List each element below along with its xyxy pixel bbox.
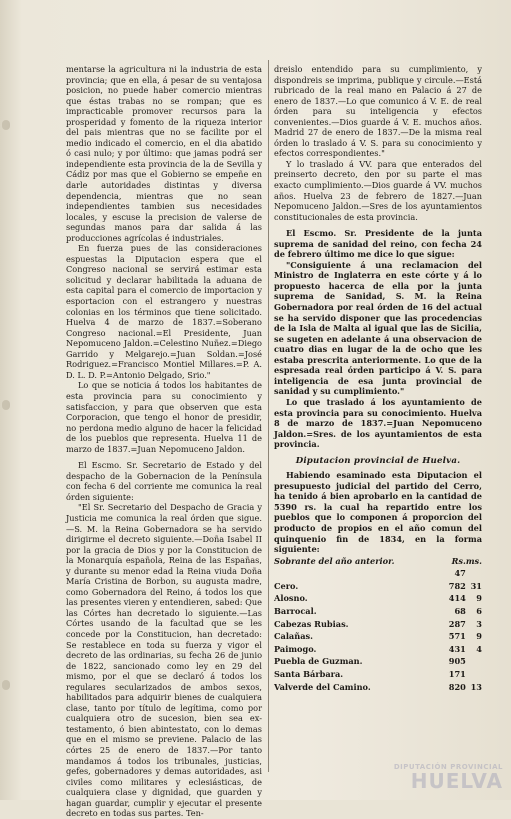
table-cell-rs: 571 (448, 631, 466, 642)
budget-table (274, 555, 482, 694)
table-cell-rs: 47 (454, 568, 466, 579)
binding-hole (2, 120, 10, 130)
table-cell-ms: 13 (470, 681, 482, 692)
table-cell-rs: 905 (448, 656, 466, 667)
paragraph: El Escmo. Sr. Secretario de Estado y del despacho de la Gobernacion de la Península con fecha 6 del corriente me comunica la real órden siguiente: (66, 460, 262, 502)
table-header-row (274, 555, 482, 568)
table-cell-place: Puebla de Guzman. (274, 656, 363, 667)
watermark-main: HUELVA (410, 769, 503, 793)
table-cell-place: Valverde del Camino. (274, 681, 371, 692)
table-cell-place: Paimogo. (274, 643, 317, 654)
table-cell-rs: 782 (448, 580, 466, 591)
section-heading: Diputacion provincial de Huelva. (295, 455, 461, 466)
paragraph: Lo que se noticia á todos los habitantes de esta provincia para su conocimiento y satisfaccion, y para que observen que esta Corporacion, que tengo el honor de presidir, no perdona medio alguno de hacer la felicidad de los pueblos que representa. Huelva 11 de marzo de 1837.=Juan Nepomuceno Jaldon. (66, 380, 262, 454)
table-cell-ms: 4 (476, 643, 482, 654)
table-cell-place: Cabezas Rubias. (274, 618, 349, 629)
binding-hole (2, 680, 10, 690)
table-cell-ms (466, 655, 482, 668)
archive-watermark (393, 763, 503, 793)
table-cell-place: Santa Bárbara. (274, 668, 344, 679)
table-cell-rs: 171 (448, 668, 466, 679)
paragraph: Lo que traslado á los ayuntamiento de esta provincia para su conocimiento. Huelva 8 de marzo de 1837.=Juan Nepomuceno Jaldon.=Sres. de los ayuntamientos de esta provincia. (274, 396, 482, 450)
table-row (274, 668, 482, 681)
table-cell-place: Alosno. (274, 593, 308, 604)
table-cell-rs: 287 (448, 618, 466, 629)
table-row (274, 580, 482, 593)
table-cell-rs: 68 (454, 605, 466, 616)
column-divider (268, 60, 269, 772)
table-cell-ms: 31 (470, 580, 482, 591)
paragraph: El Escmo. Sr. Presidente de la junta suprema de sanidad del reino, con fecha 24 de febrero último me dice lo que sigue: (274, 228, 482, 260)
table-cell-rs: 431 (448, 643, 466, 654)
table-cell-place: Barrocal. (274, 605, 317, 616)
right-column (274, 64, 482, 693)
table-row (274, 681, 482, 694)
table-cell-ms: 9 (476, 593, 482, 604)
watermark-top: DIPUTACIÓN PROVINCIAL (393, 763, 503, 771)
paragraph: dreislo entendido para su cumplimiento, y dispondreis se imprima, publique y circule.—Está rubricado de la real mano en Palacio á 27 de enero de 1837.—Lo que comunico á V. E. de real órden para su inteligencia y efectos convenientes.—Dios guarde á V. E. muchos años. Madrid 27 de enero de 1837.—De la misma real órden lo traslado á V. S. para su conocimiento y efectos correspondientes." (274, 64, 482, 159)
paragraph: "El Sr. Secretario del Despacho de Gracia y Justicia me comunica la real órden que sigue.—S. M. la Reina Gobernadora se ha servido dirigirme el decreto siguiente.—Doña Isabel II por la gracia de Dios y por la Constitucion de la Monarquía española, Reina de las Españas, y durante su menor edad la Reina viuda Doña María Cristina de Borbon, su augusta madre, como Gobernadora del Reino, á todos los que las presentes vieren y entendieren, sabed: Que las Córtes han decretado lo siguiente.—Las Córtes usando de la facultad que se les concede por la Constitucion, han decretado: Se restablece en toda su fuerza y vigor el decreto de las ordinarias, su fecha 26 de junio de 1822, sancionado como ley en 29 del mismo, por el que se declaró á todos los regulares secularizados de ambos sexos, habilitados para adquirir bienes de cualquiera clase, tanto por título de legítima, como por cualquiera otro de sucesion, bien sea ex-testamento, ó bien abintestato, con lo demas que en el mismo se previene. Palacio de las córtes 25 de enero de 1837.—Por tanto mandamos á todos los tribunales, justicias, gefes, gobernadores y demas autoridades, asi civiles como militares y eclesiásticas, de cualquiera clase y dignidad, que guarden y hagan guardar, cumplir y ejecutar el presente decreto en todas sus partes. Ten- (66, 502, 262, 819)
paragraph: mentarse la agricultura ni la industria de esta provincia; que en ella, á pesar de su ventajosa posicion, no puede haber comercio mientras que éstas trabas no se rompan; que es impracticable promover recursos para la prosperidad y fomento de la riqueza interior del pais mientras que no se facilite por el medio indicado el comercio, en el dia abatido ó casi nulo; y por último: que jamas podrá ser independiente esta provincia de la de Sevilla y Cádiz por mas que el Gobierno se empeñe en darle autoridades distintas y diversa dependencia, mientras que no sean independientes tambien sus necesidades locales, y escuse la precision de valerse de segundas manos para dar salida á las producciones agrícolas é industriales. (66, 64, 262, 243)
table-row (274, 643, 482, 656)
table-row (274, 592, 482, 605)
table-cell-place: Cero. (274, 580, 299, 591)
table-header-ms: ms. (465, 555, 482, 566)
paragraph: Habiendo esaminado esta Diputacion el presupuesto judicial del partido del Cerro, ha tenido á bien aprobarlo en la cantidad de 5390 rs. la cual ha repartido entre los pueblos que lo componen á proporcion del producto de propios en el año comun del quinquenio fin de 1834, en la forma siguiente: (274, 470, 482, 555)
table-cell-ms: 9 (476, 631, 482, 642)
left-column (66, 64, 262, 819)
table-row (274, 655, 482, 668)
table-row (274, 605, 482, 618)
table-row (274, 630, 482, 643)
table-header-rs: Rs. (451, 555, 466, 566)
table-cell-rs: 414 (448, 593, 466, 604)
table-row (274, 618, 482, 631)
binding-hole (2, 400, 10, 410)
table-cell-ms: 3 (476, 618, 482, 629)
table-header-label: Sobrante del año anterior. (274, 555, 395, 566)
table-cell-ms: 6 (476, 605, 482, 616)
paragraph: "Consiguiente á una reclamacion del Ministro de Inglaterra en este córte y á lo propuesto hacerca de ella por la junta suprema de Sanidad, S. M. la Reina Gobernadora por real órden de 16 del actual se ha servido disponer que las procedencias de la Isla de Malta al igual que las de Sicilia, se sugeten en adelante á una observacion de cuatro dias en lugar de la de ocho que les estaba prescrita anteriormente. Lo que de la espresada real órden participo á V. S. para inteligencia de esa junta provincial de sanidad y su cumplimiento." (274, 259, 482, 397)
table-cell-place: Calañas. (274, 631, 313, 642)
table-cell-ms (466, 668, 482, 681)
paragraph: Y lo traslado á VV. para que enterados del preinserto decreto, den por su parte el mas exacto cumplimiento.—Dios guarde á VV. muchos años. Huelva 23 de febrero de 1827.—Juan Nepomuceno Jaldon.—Sres de los ayuntamientos constitucionales de esta provincia. (274, 158, 482, 222)
paragraph: En fuerza pues de las consideraciones espuestas la Diputacion espera que el Congreso nacional se servirá estimar esta solicitud y declarar habilitada la aduana de esta capital para el comercio de importacion y esportacion con el estrangero y nuestras colonias en los términos que tiene solicitado. Huelva 4 de marzo de 1837.=Soberano Congreso nacional.=El Presidente, Juan Nepomuceno Jaldon.=Celestino Nuñez.=Diego Garrido y Melgarejo.=Juan Soldan.=José Rodriguez.=Francisco Montiel Millares.=P. A. D. L. D. P.=Antonio Delgado, Srio." (66, 243, 262, 380)
table-cell-rs: 820 (448, 681, 466, 692)
table-row (274, 567, 482, 580)
